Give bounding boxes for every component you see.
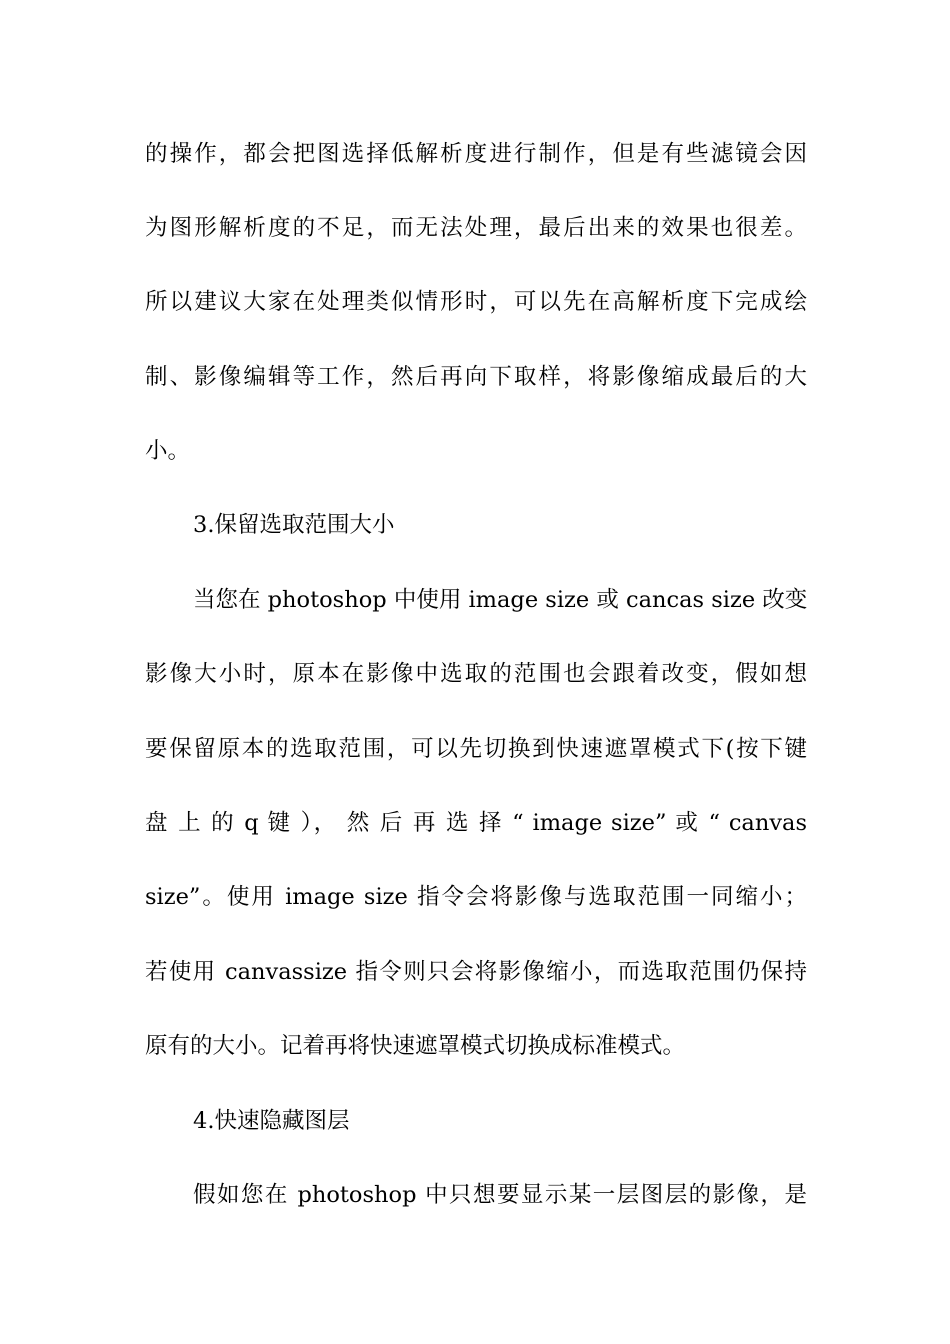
paragraph-line: 要保留原本的选取范围，可以先切换到快速遮罩模式下(按下键 — [145, 736, 807, 762]
paragraph-line: 制、影像编辑等工作，然后再向下取样，将影像缩成最后的大 — [145, 364, 807, 390]
paragraph-line: 的操作，都会把图选择低解析度进行制作，但是有些滤镜会因 — [145, 141, 807, 167]
paragraph-line: 盘 上 的 q 键 ）， 然 后 再 选 择 “ image size” 或 “ canvas — [145, 810, 807, 836]
section-heading: 3.保留选取范围大小 — [193, 512, 395, 538]
paragraph-line: 假如您在 photoshop 中只想要显示某一层图层的影像，是 — [193, 1182, 807, 1208]
section-heading: 4.快速隐藏图层 — [193, 1108, 350, 1134]
paragraph-line: size”。使用 image size 指令会将影像与选取范围一同缩小； — [145, 884, 807, 910]
paragraph-line: 为图形解析度的不足，而无法处理，最后出来的效果也很差。 — [145, 215, 807, 241]
paragraph-line: 当您在 photoshop 中使用 image size 或 cancas size 改变 — [193, 587, 807, 613]
paragraph-line: 影像大小时，原本在影像中选取的范围也会跟着改变，假如想 — [145, 661, 807, 687]
paragraph-line: 若使用 canvassize 指令则只会将影像缩小，而选取范围仍保持 — [145, 959, 807, 985]
paragraph-line: 所以建议大家在处理类似情形时，可以先在高解析度下完成绘 — [145, 289, 807, 315]
paragraph-line: 原有的大小。记着再将快速遮罩模式切换成标准模式。 — [145, 1033, 686, 1059]
paragraph-line: 小。 — [145, 438, 191, 464]
